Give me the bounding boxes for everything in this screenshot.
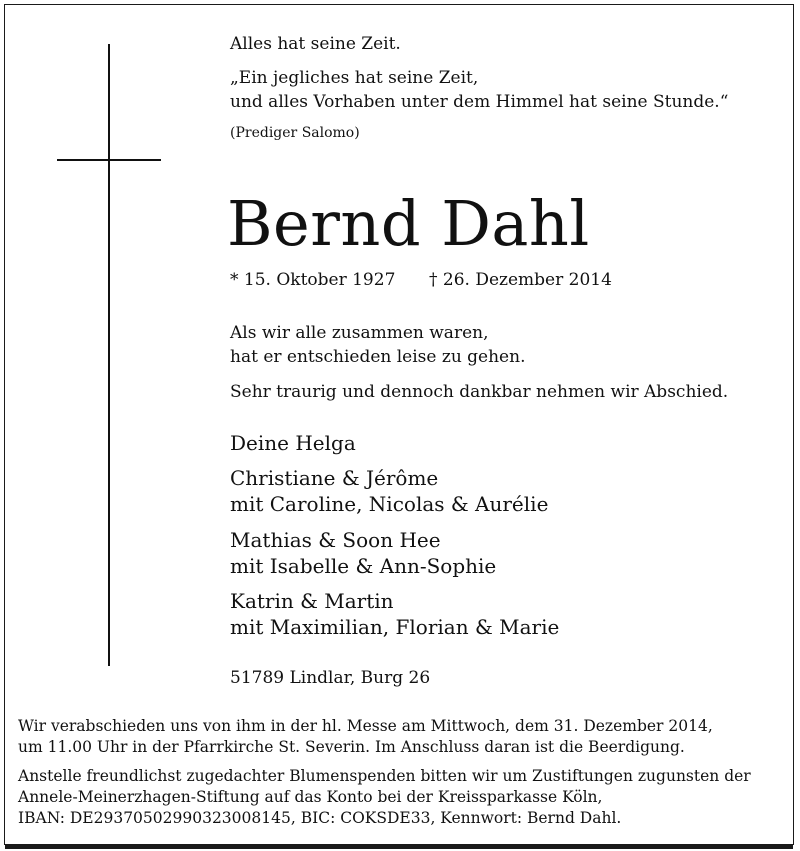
motto: Alles hat seine Zeit. bbox=[230, 34, 401, 54]
death-date: † 26. Dezember 2014 bbox=[429, 270, 612, 290]
service-line-2: um 11.00 Uhr in der Pfarrkirche St. Severin. Im Anschluss daran ist die Beerdigung. bbox=[18, 738, 685, 756]
donation-line-1: Anstelle freundlichst zugedachter Blumenspenden bitten wir um Zustiftungen zugunsten der bbox=[18, 767, 751, 785]
donation-line-2: Annele-Meinerzhagen-Stiftung auf das Konto bei der Kreissparkasse Köln, bbox=[18, 788, 603, 806]
mourner-3-line-1: Mathias & Soon Hee bbox=[230, 528, 441, 552]
mourner-1-line-1: Deine Helga bbox=[230, 431, 356, 455]
mourner-4-line-1: Katrin & Martin bbox=[230, 589, 394, 613]
verse-line-1: Als wir alle zusammen waren, bbox=[230, 323, 489, 343]
service-line-1: Wir verabschieden uns von ihm in der hl. Messe am Mittwoch, dem 31. Dezember 2014, bbox=[18, 717, 713, 735]
quote-line-2: und alles Vorhaben unter dem Himmel hat seine Stunde.“ bbox=[230, 92, 729, 112]
birth-date: * 15. Oktober 1927 bbox=[230, 270, 396, 290]
cross-vertical-bar bbox=[108, 44, 110, 666]
mourner-4-line-2: mit Maximilian, Florian & Marie bbox=[230, 615, 560, 639]
address: 51789 Lindlar, Burg 26 bbox=[230, 668, 431, 688]
cross-horizontal-bar bbox=[57, 159, 161, 161]
donation-line-3: IBAN: DE29370502990323008145, BIC: COKSDE33, Kennwort: Bernd Dahl. bbox=[18, 809, 622, 827]
mourner-2-line-2: mit Caroline, Nicolas & Aurélie bbox=[230, 492, 549, 516]
farewell-text: Sehr traurig und dennoch dankbar nehmen wir Abschied. bbox=[230, 382, 729, 402]
verse-line-2: hat er entschieden leise zu gehen. bbox=[230, 347, 526, 367]
quote-line-1: „Ein jegliches hat seine Zeit, bbox=[230, 68, 479, 88]
quote-source: (Prediger Salomo) bbox=[230, 125, 360, 141]
mourner-2-line-1: Christiane & Jérôme bbox=[230, 466, 439, 490]
mourner-3-line-2: mit Isabelle & Ann-Sophie bbox=[230, 554, 497, 578]
deceased-name: Bernd Dahl bbox=[227, 187, 590, 260]
